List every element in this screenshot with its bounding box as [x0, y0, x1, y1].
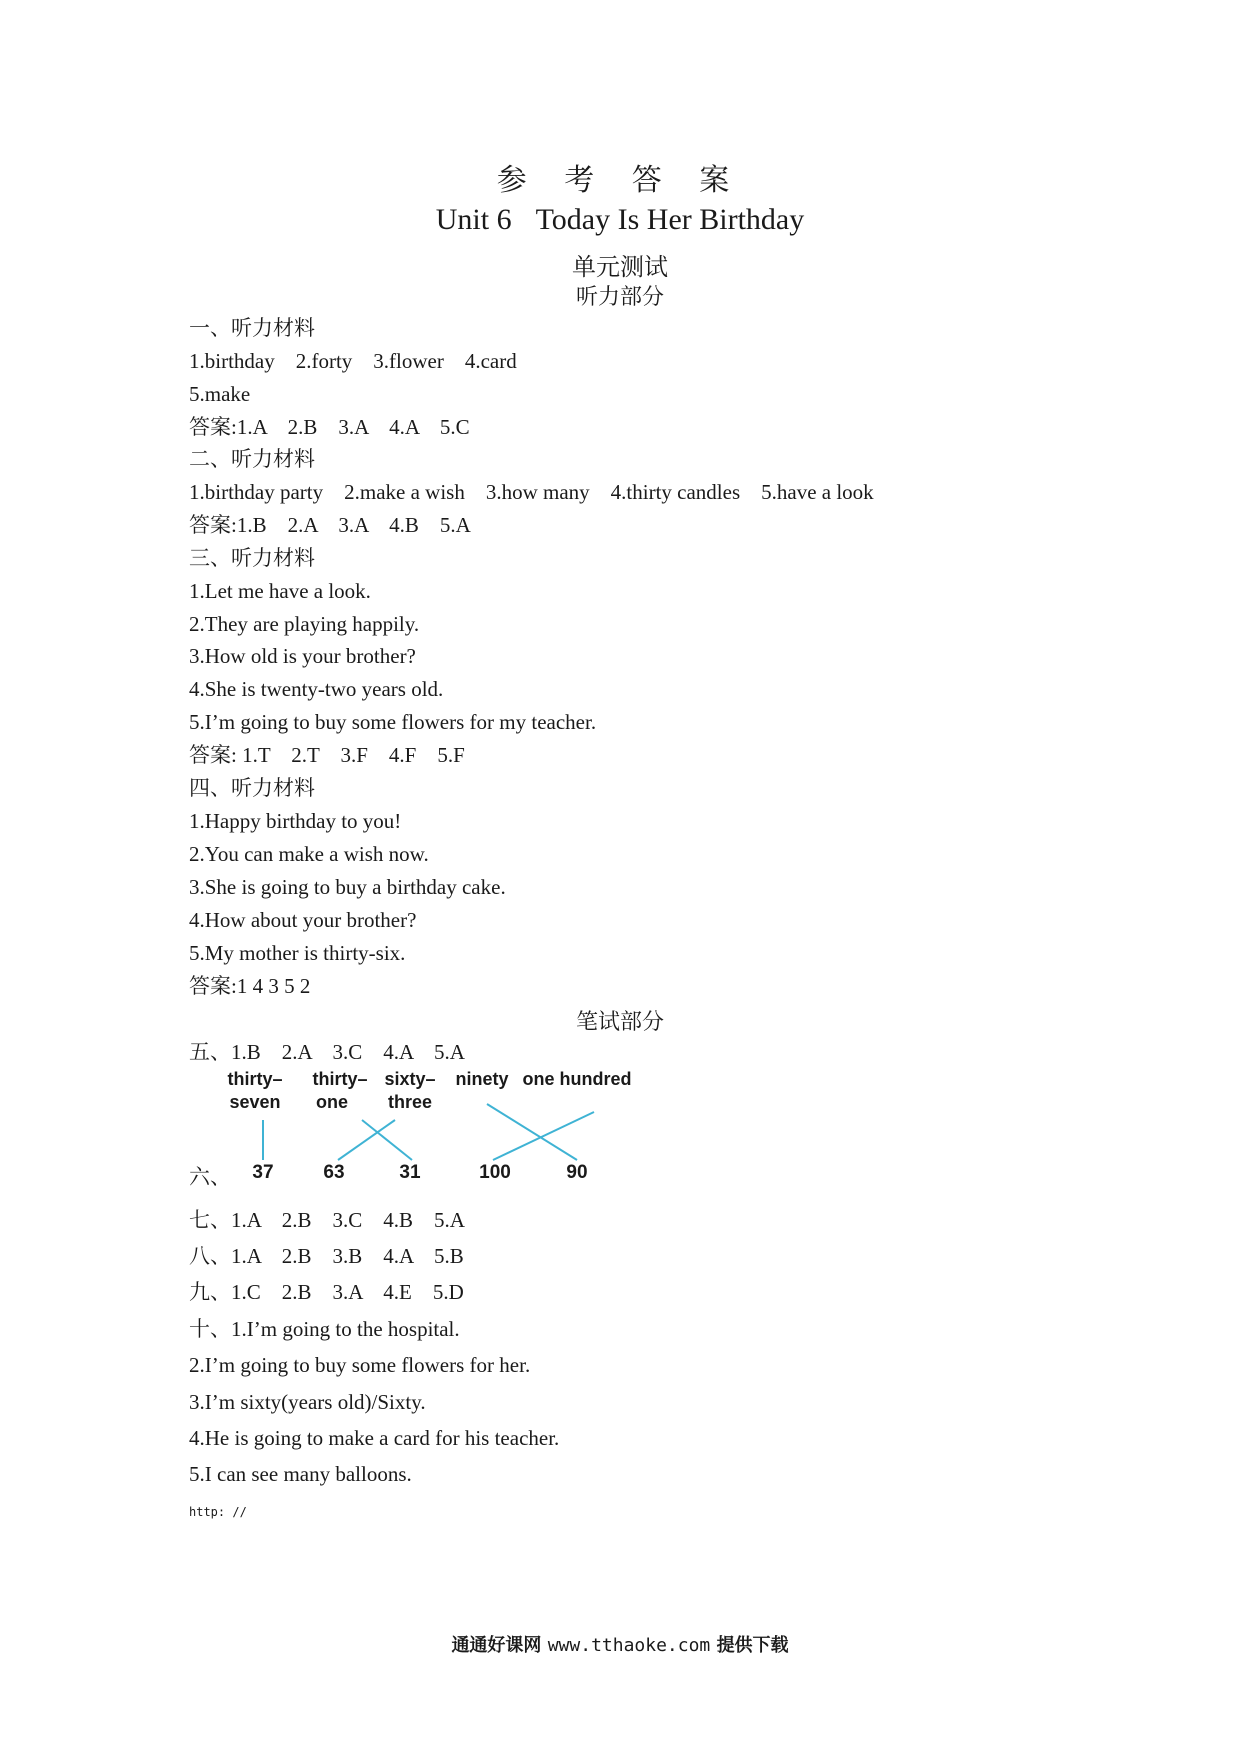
q1-words: 1.birthday 2.forty 3.flower 4.card	[189, 349, 517, 373]
test-name: 单元测试	[572, 253, 668, 281]
writing-section-title: 笔试部分	[575, 1010, 664, 1035]
match-line	[493, 1112, 594, 1160]
match-top-label: ninety	[455, 1069, 509, 1089]
q1-heading: 一、听力材料	[189, 316, 315, 340]
q10-sentence: 2.I’m going to buy some flowers for her.	[189, 1353, 531, 1377]
q10-sentence: 4.He is going to make a card for his teacher.	[189, 1426, 560, 1450]
unit-heading	[0, 203, 1240, 237]
q3-sentence: 3.How old is your brother?	[189, 644, 416, 668]
q6-label: 六、	[189, 1165, 231, 1189]
q9-answer: 九、1.C 2.B 3.A 4.E 5.D	[189, 1280, 464, 1304]
q1-answer: 答案:1.A 2.B 3.A 4.A 5.C	[189, 415, 470, 439]
q6-bottom-numbers	[252, 1162, 587, 1183]
q3-heading: 三、听力材料	[189, 546, 315, 570]
match-line	[362, 1120, 412, 1160]
match-line	[338, 1120, 395, 1160]
q3-sentence: 5.I’m going to buy some flowers for my teacher.	[189, 710, 597, 734]
q7-answer: 七、1.A 2.B 3.C 4.B 5.A	[189, 1208, 465, 1232]
q5-answer: 五、1.B 2.A 3.C 4.A 5.A	[189, 1040, 465, 1064]
q1-words-2: 5.make	[189, 382, 251, 406]
q4-sentence: 1.Happy birthday to you!	[189, 809, 402, 833]
q10-sentence: 3.I’m sixty(years old)/Sixty.	[189, 1390, 426, 1414]
unit-title: Today Is Her Birthday	[535, 203, 805, 236]
q4-sentence: 5.My mother is thirty-six.	[189, 941, 406, 965]
q2-phrases: 1.birthday party 2.make a wish 3.how many 4.thirty candles 5.have a look	[189, 480, 874, 504]
match-number: 100	[479, 1162, 511, 1183]
listening-section-title: 听力部分	[575, 285, 664, 310]
q10-sentence: 十、1.I’m going to the hospital.	[189, 1317, 460, 1341]
q2-heading: 二、听力材料	[189, 447, 315, 471]
q6-connector-lines	[263, 1104, 594, 1160]
match-number: 63	[323, 1162, 345, 1183]
q4-sentence: 4.How about your brother?	[189, 908, 417, 932]
q3-sentence: 1.Let me have a look.	[189, 579, 371, 603]
match-top-label: thirty–	[312, 1069, 368, 1089]
q2-answer: 答案:1.B 2.A 3.A 4.B 5.A	[189, 513, 471, 537]
http-note: http: //	[189, 1505, 247, 1519]
q4-heading: 四、听力材料	[189, 776, 315, 800]
footer	[0, 1631, 1240, 1657]
match-number: 37	[252, 1162, 274, 1183]
q4-sentence: 3.She is going to buy a birthday cake.	[189, 875, 506, 899]
page-title: 参 考 答 案	[496, 163, 744, 198]
match-top-label: seven	[229, 1092, 281, 1112]
q4-sentence: 2.You can make a wish now.	[189, 842, 429, 866]
footer-suffix: 提供下载	[716, 1635, 789, 1656]
match-number: 31	[399, 1162, 421, 1183]
match-line	[487, 1104, 577, 1160]
match-top-label: three	[387, 1092, 433, 1112]
q10-sentence: 5.I can see many balloons.	[189, 1462, 412, 1486]
match-top-label: thirty–	[227, 1069, 283, 1089]
q6-top-labels	[227, 1069, 631, 1112]
footer-url-link[interactable]: www.tthaoke.com	[547, 1635, 711, 1656]
match-top-label: one	[315, 1092, 349, 1112]
q3-answer: 答案: 1.T 2.T 3.F 4.F 5.F	[189, 743, 465, 767]
q4-answer: 答案:1 4 3 5 2	[189, 974, 311, 998]
footer-site-name: 通通好课网	[451, 1635, 542, 1656]
match-number: 90	[566, 1162, 588, 1183]
match-top-label: one hundred	[522, 1069, 632, 1089]
unit-label: Unit 6	[435, 203, 512, 236]
q3-sentence: 4.She is twenty-two years old.	[189, 677, 444, 701]
q8-answer: 八、1.A 2.B 3.B 4.A 5.B	[189, 1244, 464, 1268]
match-top-label: sixty–	[384, 1069, 436, 1089]
q3-sentence: 2.They are playing happily.	[189, 612, 420, 636]
